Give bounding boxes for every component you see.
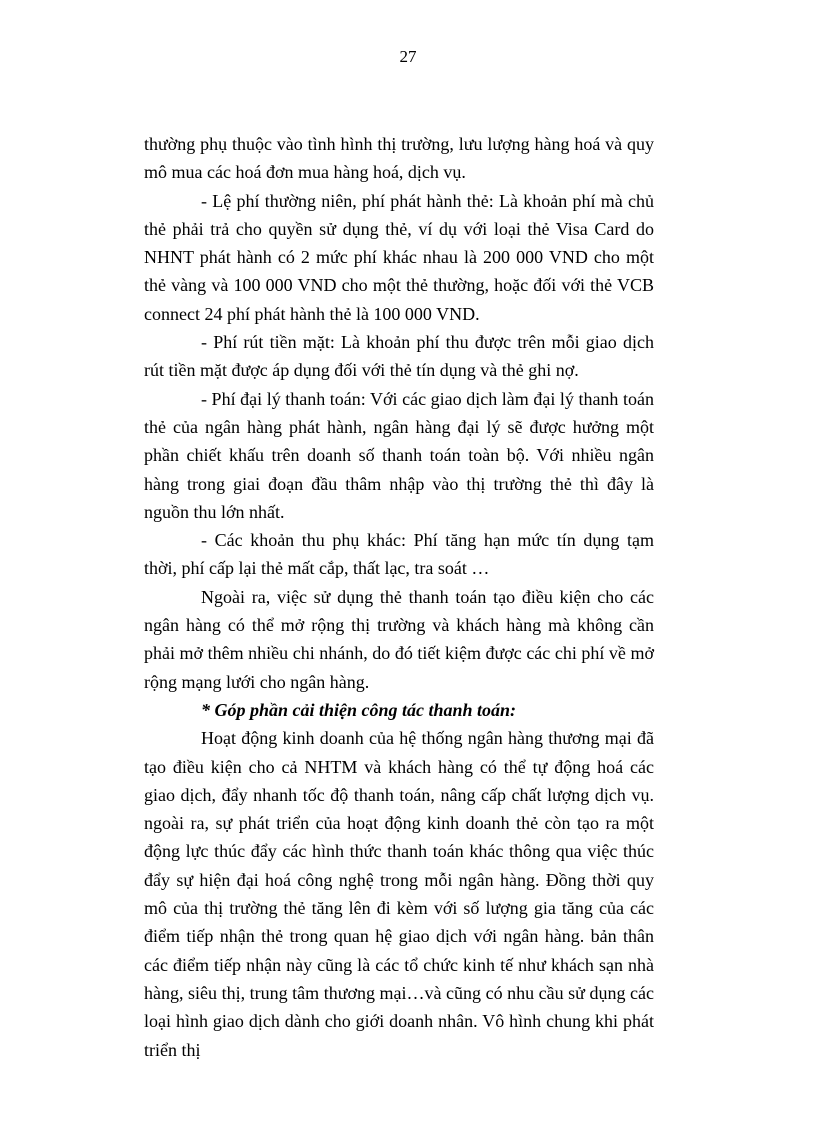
section-heading: * Góp phần cải thiện công tác thanh toán: [201,699,517,720]
page-body [144,130,654,1064]
paragraph-payment-improvement: Hoạt động kinh doanh của hệ thống ngân hàng thương mại đã tạo điều kiện cho cả NHTM và khách hàng có thể tự động hoá các giao dịch, đẩy nhanh tốc độ thanh toán, nâng cấp chất lượng dịch vụ. ngoài ra, sự phát triển của hoạt động kinh doanh thẻ còn tạo ra một động lực thúc đẩy các hình thức thanh toán khác thông qua việc thúc đẩy sự hiện đại hoá công nghệ trong mỗi ngân hàng. Đồng thời quy mô của thị trường thẻ tăng lên đi kèm với số lượng gia tăng của các điểm tiếp nhận thẻ trong quan hệ giao dịch với ngân hàng. bản thân các điểm tiếp nhận này cũng là các tổ chức kinh tế như khách sạn nhà hàng, siêu thị, trung tâm thương mại…và cũng có nhu cầu sử dụng các loại hình giao dịch dành cho giới doanh nhân. Vô hình chung khi phát triển thị [144,728,654,1060]
paragraph-annual-fee: - Lệ phí thường niên, phí phát hành thẻ: Là khoản phí mà chủ thẻ phải trả cho quyền sử dụng thẻ, ví dụ với loại thẻ Visa Card do NHNT phát hành có 2 mức phí khác nhau là 200 000 VND cho một thẻ vàng và 100 000 VND cho một thẻ thường, hoặc đối với thẻ VCB connect 24 phí phát hành thẻ là 100 000 VND. [144,190,654,324]
paragraph-agent-fee: - Phí đại lý thanh toán: Với các giao dịch làm đại lý thanh toán thẻ của ngân hàng phát hành, ngân hàng đại lý sẽ được hưởng một phần chiết khấu trên doanh số thanh toán toàn bộ. Với nhiều ngân hàng trong giai đoạn đầu thâm nhập vào thị trường thẻ thì đây là nguồn thu lớn nhất. [144,388,654,522]
paragraph-cash-withdrawal-fee: - Phí rút tiền mặt: Là khoản phí thu được trên mỗi giao dịch rút tiền mặt được áp dụng đối với thẻ tín dụng và thẻ ghi nợ. [144,332,654,381]
page-number: 27 [399,47,417,66]
paragraph-other-fees: - Các khoản thu phụ khác: Phí tăng hạn mức tín dụng tạm thời, phí cấp lại thẻ mất cắp, thất lạc, tra soát … [144,530,654,579]
paragraph-continuation: thường phụ thuộc vào tình hình thị trường, lưu lượng hàng hoá và quy mô mua các hoá đơn mua hàng hoá, dịch vụ. [144,134,654,183]
paragraph-network-savings: Ngoài ra, việc sử dụng thẻ thanh toán tạo điều kiện cho các ngân hàng có thể mở rộng thị trường và khách hàng mà không cần phải mở thêm nhiều chi nhánh, do đó tiết kiệm được các chi phí về mở rộng mạng lưới cho ngân hàng. [144,586,654,692]
